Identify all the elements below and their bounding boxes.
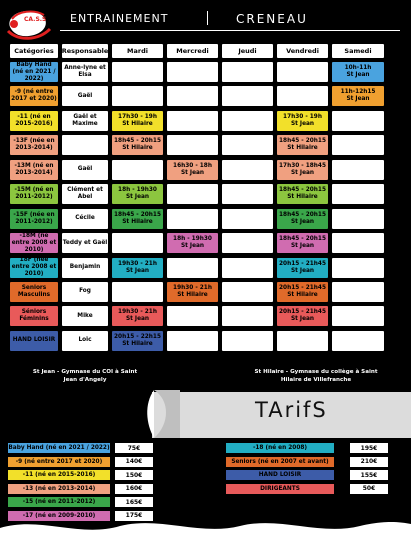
timeslot-time: 20h15 - 21h45 [279, 260, 326, 267]
timeslot-time: 17h30 - 19h [283, 113, 322, 120]
timeslot-cell [222, 282, 273, 302]
timeslot-cell [112, 233, 163, 253]
col-header-mardi: Mardi [112, 44, 163, 58]
timeslot-cell [277, 331, 328, 351]
responsable-cell: Benjamin [62, 258, 108, 278]
timeslot-time: 20h15 - 22h15 [114, 333, 161, 340]
timeslot-cell [332, 62, 384, 82]
timeslot-cell [112, 258, 163, 278]
timeslot-cell [112, 282, 163, 302]
tarif-price: 165€ [115, 497, 153, 507]
timeslot-cell [112, 86, 163, 106]
timeslot-place: St Jean [290, 243, 315, 250]
timeslot-cell [277, 233, 328, 253]
col-header-samedi: Samedi [332, 44, 384, 58]
timeslot-cell [112, 135, 163, 155]
tarif-price: 75€ [115, 443, 153, 453]
timeslot-time: 18h - 19h30 [118, 187, 157, 194]
timeslot-cell [277, 306, 328, 326]
timeslot-cell [332, 160, 384, 180]
tarif-label: Baby Hand (né en 2021 / 2022) [8, 445, 110, 451]
timeslot-place: St Hilaire [122, 340, 153, 347]
tarif-label: -11 (né en 2015-2016) [8, 470, 110, 480]
tarif-row [8, 497, 153, 507]
tarif-price: 195€ [350, 443, 388, 453]
schedule-grid [10, 44, 400, 355]
schedule-header-row [10, 44, 400, 58]
schedule-row [10, 135, 400, 155]
responsable-cell: Teddy et Gaël [62, 233, 108, 253]
tarif-label: -15 (né en 2011-2012) [8, 497, 110, 507]
responsable-cell: Mike [62, 306, 108, 326]
schedule-row [10, 258, 400, 278]
timeslot-cell [277, 258, 328, 278]
timeslot-cell [167, 209, 218, 229]
timeslot-time: 17h30 - 19h [118, 113, 157, 120]
col-header-mercredi: Mercredi [167, 44, 218, 58]
category-cell: -9 (né entre 2017 et 2020) [10, 86, 58, 106]
location-st-jean: St Jean - Gymnase du COI à Saint Jean d'Angely [32, 369, 138, 383]
header-rule [60, 30, 400, 31]
timeslot-cell [277, 282, 328, 302]
timeslot-time: 10h-11h [344, 65, 372, 71]
tarif-row [226, 443, 388, 453]
club-logo [4, 5, 54, 43]
timeslot-time: 20h15 - 21h45 [279, 309, 326, 316]
timeslot-cell [167, 331, 218, 351]
timeslot-place: St Jean [346, 72, 370, 78]
tarif-price: 140€ [115, 457, 153, 467]
timeslot-place: St Jean [290, 267, 315, 274]
schedule-row [10, 331, 400, 351]
category-cell: HAND LOISIR [10, 331, 58, 351]
timeslot-time: 19h30 - 21h [118, 260, 157, 267]
timeslot-cell [112, 111, 163, 131]
category-cell: -13F (née en 2013-2014) [10, 135, 58, 155]
responsable-cell [62, 135, 108, 155]
category-cell: -13M (né en 2013-2014) [10, 160, 58, 180]
timeslot-place: St Jean [125, 194, 150, 201]
timeslot-cell [222, 331, 273, 351]
timeslot-cell [222, 209, 273, 229]
responsable-cell: Fog [62, 282, 108, 302]
responsable-cell: Loïc [62, 331, 108, 351]
tarif-label: HAND LOISIR [226, 470, 334, 480]
tarif-price: 160€ [115, 484, 153, 494]
timeslot-time: 18h45 - 20h15 [279, 236, 326, 243]
timeslot-cell [167, 184, 218, 204]
timeslot-place: St Hilaire [177, 291, 208, 298]
timeslot-cell [332, 331, 384, 351]
tarif-label: -18 (né en 2008) [226, 443, 334, 453]
timeslot-cell [332, 86, 384, 106]
timeslot-cell [167, 111, 218, 131]
timeslot-time: 11h-12h15 [340, 89, 376, 96]
timeslot-cell [277, 135, 328, 155]
timeslot-cell [167, 306, 218, 326]
timeslot-time: 18h45 - 20h15 [114, 211, 161, 218]
tarif-row [226, 457, 388, 467]
timeslot-place: St Hilaire [122, 120, 153, 127]
timeslot-place: St Jean [180, 243, 205, 250]
schedule-row [10, 209, 400, 229]
timeslot-cell [222, 135, 273, 155]
timeslot-cell [112, 331, 163, 351]
timeslot-time: 20h15 - 21h45 [279, 284, 326, 291]
timeslot-place: St Hilaire [122, 218, 153, 225]
timeslot-cell [112, 184, 163, 204]
timeslot-place: St Hilaire [287, 145, 318, 152]
tarif-label: -13 (né en 2013-2014) [8, 484, 110, 494]
header-right-title: CRENEAU [236, 12, 308, 26]
responsable-cell: Gaël [62, 86, 108, 106]
timeslot-cell [277, 209, 328, 229]
category-cell: Baby Hand (né en 2021 / 2022) [10, 62, 58, 82]
timeslot-time: 18h45 - 20h15 [279, 138, 326, 145]
schedule-row [10, 282, 400, 302]
timeslot-cell [167, 62, 218, 82]
schedule-row [10, 184, 400, 204]
timeslot-cell [112, 306, 163, 326]
category-cell: -18M (né entre 2008 et 2010) [11, 233, 57, 253]
timeslot-cell [222, 258, 273, 278]
timeslot-cell [112, 209, 163, 229]
timeslot-cell [112, 62, 163, 82]
timeslot-place: St Jean [125, 316, 150, 323]
tarif-price: 210€ [350, 457, 388, 467]
tarif-label: -17 (né en 2009-2010) [8, 511, 110, 521]
timeslot-cell [167, 160, 218, 180]
bottom-wave [0, 514, 411, 554]
schedule-row [10, 306, 400, 326]
responsable-cell: Gaël [62, 160, 108, 180]
tarif-price: 175€ [115, 511, 153, 521]
timeslot-cell [332, 111, 384, 131]
timeslot-cell [222, 111, 273, 131]
logo-text: CA.S.S [24, 16, 47, 23]
timeslot-cell [277, 111, 328, 131]
schedule-rows [10, 62, 400, 351]
schedule-row [10, 233, 400, 253]
timeslot-cell [167, 135, 218, 155]
tarif-row [226, 470, 388, 480]
timeslot-cell [222, 160, 273, 180]
tarif-price: 150€ [115, 470, 153, 480]
timeslot-cell [167, 282, 218, 302]
category-cell: Séniors Féminins [10, 306, 58, 326]
timeslot-cell [332, 306, 384, 326]
timeslot-time: 18h45 - 20h15 [279, 187, 326, 194]
timeslot-time: 19h30 - 21h [173, 284, 212, 291]
schedule-row [10, 86, 400, 106]
timeslot-cell [167, 86, 218, 106]
timeslot-time: 18h45 - 20h15 [279, 211, 326, 218]
location-st-hilaire: St Hilaire - Gymnase du collège à Saint Hilaire de Villefranche [254, 369, 378, 383]
timeslot-place: St Jean [290, 120, 315, 127]
timeslot-time: 18h45 - 20h15 [114, 138, 161, 145]
timeslot-place: St Hilaire [287, 194, 318, 201]
category-cell: Seniors Masculins [10, 282, 58, 302]
tarifs-title: TArifS [255, 398, 328, 422]
timeslot-cell [332, 209, 384, 229]
timeslot-cell [222, 306, 273, 326]
header-separator [207, 11, 208, 25]
tarif-label: -9 (né entre 2017 et 2020) [8, 457, 110, 467]
timeslot-place: St Jean [125, 267, 150, 274]
timeslot-cell [222, 86, 273, 106]
tarif-row [226, 484, 388, 494]
tarif-row [8, 470, 153, 480]
timeslot-cell [112, 160, 163, 180]
schedule-row [10, 111, 400, 131]
col-header-responsable: Responsable [62, 44, 108, 58]
timeslot-place: St Jean [180, 169, 205, 176]
timeslot-time: 17h30 - 18h45 [279, 162, 326, 169]
col-header-categories: Catégories [10, 44, 58, 58]
timeslot-place: St Jean [290, 316, 315, 323]
timeslot-place: St Hilaire [122, 145, 153, 152]
category-cell: -11 (né en 2015-2016) [10, 111, 58, 131]
timeslot-cell [167, 233, 218, 253]
page-curl-graphic [140, 380, 180, 440]
responsable-cell: Cécile [62, 209, 108, 229]
tarif-price: 155€ [350, 470, 388, 480]
timeslot-cell [277, 62, 328, 82]
tarif-row [8, 443, 153, 453]
header-left-title: ENTRAINEMENT [70, 12, 169, 25]
timeslot-place: St Hilaire [287, 291, 318, 298]
timeslot-cell [332, 258, 384, 278]
tarif-label: Seniors (né en 2007 et avant) [226, 457, 334, 467]
timeslot-cell [167, 258, 218, 278]
responsable-cell: Anne-lyne et Elsa [62, 62, 108, 82]
category-cell: -15F (née en 2011-2012) [10, 209, 58, 229]
timeslot-cell [222, 184, 273, 204]
timeslot-cell [332, 135, 384, 155]
timeslot-place: St Jean [290, 218, 315, 225]
tarif-row [8, 484, 153, 494]
timeslot-cell [277, 184, 328, 204]
timeslot-place: St Jean [346, 96, 370, 103]
col-header-vendredi: Vendredi [277, 44, 328, 58]
responsable-cell: Gaël et Maxime [62, 111, 108, 131]
schedule-row [10, 160, 400, 180]
timeslot-time: 16h30 - 18h [173, 162, 212, 169]
tarif-price: 50€ [350, 484, 388, 494]
col-header-jeudi: Jeudi [222, 44, 273, 58]
timeslot-cell [332, 233, 384, 253]
category-cell: -15M (né en 2011-2012) [10, 184, 58, 204]
timeslot-place: St Jean [290, 169, 315, 176]
schedule-row [10, 62, 400, 82]
timeslot-cell [277, 160, 328, 180]
responsable-cell: Clément et Abel [62, 184, 108, 204]
timeslot-cell [222, 233, 273, 253]
timeslot-cell [332, 184, 384, 204]
category-cell: 18F (née entre 2008 et 2010) [11, 257, 57, 277]
tarif-label: DIRIGEANTS [226, 484, 334, 494]
tarif-row [8, 457, 153, 467]
timeslot-cell [332, 282, 384, 302]
timeslot-cell [222, 62, 273, 82]
timeslot-time: 19h30 - 21h [118, 309, 157, 316]
timeslot-time: 18h - 19h30 [173, 236, 212, 243]
timeslot-cell [277, 86, 328, 106]
